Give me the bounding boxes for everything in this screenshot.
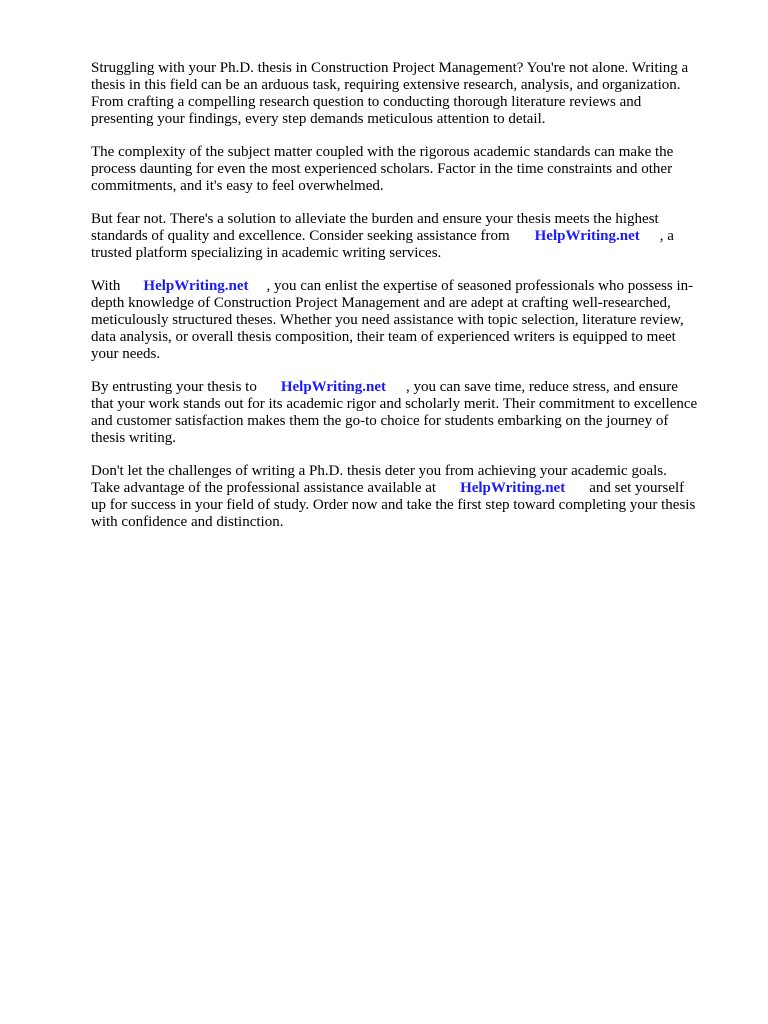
text-line: depth knowledge of Construction Project Management and are adept at crafting well-researched, [91, 295, 671, 311]
paragraph-call-to-action [91, 463, 721, 531]
text-line: trusted platform specializing in academic writing services. [91, 245, 442, 261]
text-segment: standards of quality and excellence. Consider seeking assistance from [91, 228, 510, 244]
text-segment: , you can enlist the expertise of seasoned professionals who possess in- [266, 278, 694, 294]
text-line: that your work stands out for its academic rigor and scholarly merit. Their commitment to excellence [91, 396, 698, 412]
text-segment: Take advantage of the professional assistance available at [91, 480, 437, 496]
text-line: meticulously structured theses. Whether you need assistance with topic selection, literature review, [91, 312, 684, 328]
paragraph-expertise [91, 278, 721, 363]
text-line: up for success in your field of study. Order now and take the first step toward completing your thesis [91, 497, 696, 513]
text-line: thesis in this field can be an arduous task, requiring extensive research, analysis, and organization. [91, 77, 681, 93]
text-line: The complexity of the subject matter coupled with the rigorous academic standards can make the [91, 144, 674, 160]
text-line: presenting your findings, every step demands meticulous attention to detail. [91, 111, 546, 127]
helpwriting-link[interactable]: HelpWriting.net [280, 379, 386, 395]
text-segment: With [91, 278, 121, 294]
text-line: commitments, and it's easy to feel overwhelmed. [91, 178, 384, 194]
text-line-with-link [91, 228, 721, 245]
text-line-with-link [91, 480, 721, 497]
paragraph-entrusting [91, 379, 721, 447]
text-segment: , a [659, 228, 674, 244]
text-line: thesis writing. [91, 430, 176, 446]
text-line: But fear not. There's a solution to alleviate the burden and ensure your thesis meets the highest [91, 211, 659, 227]
text-segment: and set yourself [589, 480, 685, 496]
paragraph-intro [91, 60, 721, 128]
text-line: From crafting a compelling research question to conducting thorough literature reviews and [91, 94, 642, 110]
helpwriting-link[interactable]: HelpWriting.net [460, 480, 566, 496]
paragraph-solution [91, 211, 721, 262]
paragraph-complexity [91, 144, 721, 195]
document-body [91, 60, 721, 547]
text-line: process daunting for even the most experienced scholars. Factor in the time constraints and other [91, 161, 673, 177]
text-line-with-link [91, 278, 721, 295]
text-segment: , you can save time, reduce stress, and ensure [405, 379, 678, 395]
text-segment: By entrusting your thesis to [91, 379, 257, 395]
text-line: Don't let the challenges of writing a Ph.D. thesis deter you from achieving your academic goals. [91, 463, 667, 479]
text-line: with confidence and distinction. [91, 514, 284, 530]
text-line: data analysis, or overall thesis composition, their team of experienced writers is equipped to meet [91, 329, 676, 345]
helpwriting-link[interactable]: HelpWriting.net [534, 228, 640, 244]
text-line-with-link [91, 379, 721, 396]
text-line: Struggling with your Ph.D. thesis in Construction Project Management? You're not alone. Writing a [91, 60, 689, 76]
text-line: and customer satisfaction makes them the go-to choice for students embarking on the journey of [91, 413, 669, 429]
helpwriting-link[interactable]: HelpWriting.net [143, 278, 249, 294]
text-line: your needs. [91, 346, 161, 362]
